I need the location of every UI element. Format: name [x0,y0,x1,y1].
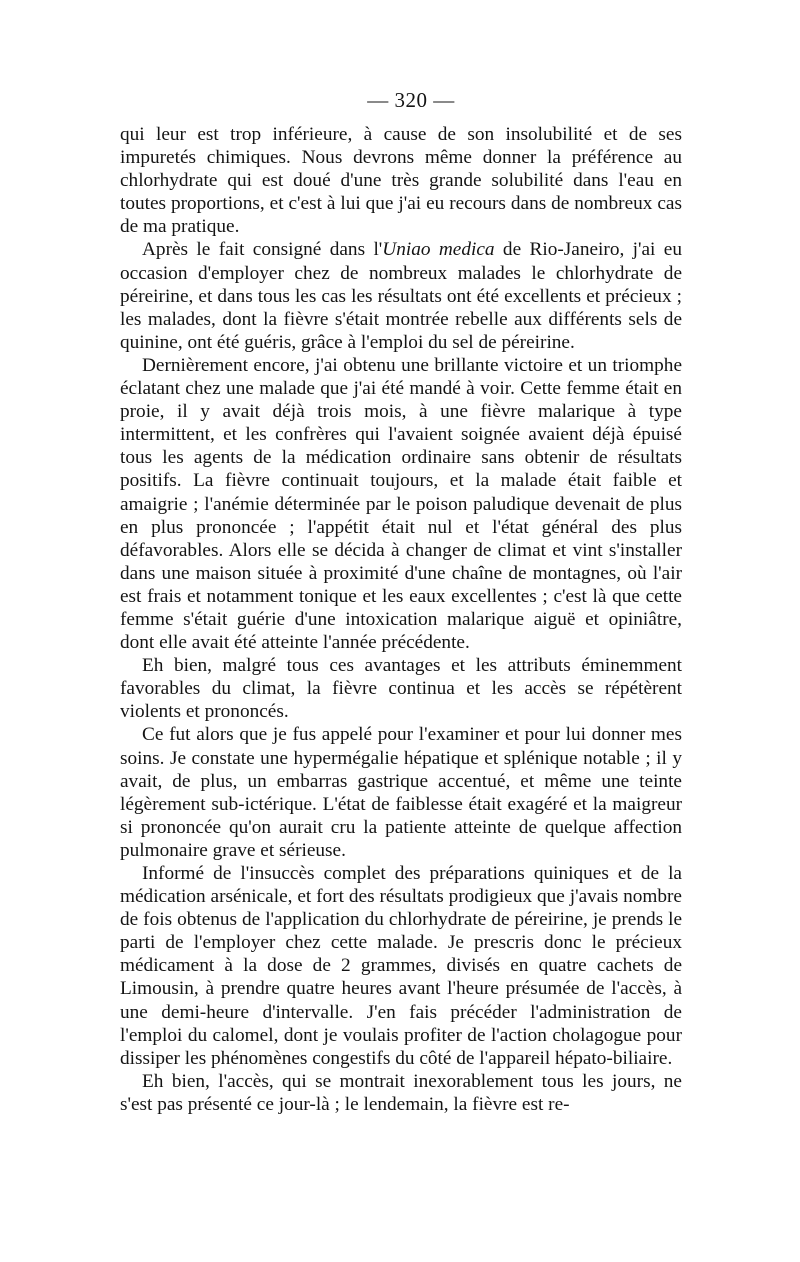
paragraph-4: Eh bien, malgré tous ces avantages et les attributs éminemment favorables du climat, la fièvre continua et les accès se répétèrent violents et prononcés. [120,655,682,723]
paragraph-7: Eh bien, l'accès, qui se montrait inexorablement tous les jours, ne s'est pas présenté ce jour-là ; le lendemain, la fièvre est re- [120,1070,682,1115]
journal-title-italic: Uniao medica [382,239,495,261]
paragraph-3: Dernièrement encore, j'ai obtenu une brillante victoire et un triomphe éclatant chez une malade que j'ai été mandé à voir. Cette femme était en proie, il y avait déjà trois mois, à une fièvre malarique à type intermittent, et les confrères qui l'avaient soignée avaient déjà épuisé tous les agents de la médication ordinaire sans obtenir de résultats positifs. La fièvre continuait toujours, et la malade était faible et amaigrie ; l'anémie déterminée par le poison paludique devenait de plus en plus prononcée ; l'appétit était nul et l'état général des plus défavorables. Alors elle se décida à changer de climat et vint s'installer dans une maison située à proximité d'une chaîne de montagnes, où l'air est frais et notamment tonique et les eaux excellentes ; c'est là que cette femme s'était guérie d'une intoxication malarique aiguë et opiniâtre, dont elle avait été atteinte l'année précédente. [120,354,682,654]
paragraph-2-text-after: de Rio-Janeiro, j'ai eu occasion d'employer chez de nombreux malades le chlorhydrate de péreirine, et dans tous les cas les résultats ont été excellents et précieux ; les malades, dont la fièvre s'était montrée rebelle aux différents sels de quinine, ont été guéris, grâce à l'emploi du sel de péreirine. [120,239,682,353]
paragraph-5: Ce fut alors que je fus appelé pour l'examiner et pour lui donner mes soins. Je constate une hypermégalie hépatique et splénique notable ; il y avait, de plus, un embarras gastrique accentué, et même une teinte légèrement sub-ictérique. L'état de faiblesse était exagéré et la maigreur si prononcée qu'on aurait cru la patiente atteinte de quelque affection pulmonaire grave et sérieuse. [120,724,682,861]
paragraph-1: qui leur est trop inférieure, à cause de son insolubilité et de ses impuretés chimiques. Nous devrons même donner la préférence au chlorhydrate qui est doué d'une très grande solubilité dans l'eau en toutes proportions, et c'est à lui que j'ai eu recours dans de nombreux cas de ma pratique. [120,124,682,238]
book-page [120,88,682,1116]
paragraph-2-text-before: Après le fait consigné dans l' [142,239,383,261]
page-number: — 320 — [367,88,455,112]
paragraph-6: Informé de l'insuccès complet des préparations quiniques et de la médication arsénicale, et fort des résultats prodigieux que j'avais nombre de fois obtenus de l'application du chlorhydrate de péreirine, je prends le parti de l'employer chez cette malade. Je prescris donc le précieux médicament à la dose de 2 grammes, divisés en quatre cachets de Limousin, à prendre quatre heures avant l'heure présumée de l'accès, à une demi-heure d'intervalle. J'en fais précéder l'administration de l'emploi du calomel, dont je voulais profiter de l'action cholagogue pour dissiper les phénomènes congestifs du côté de l'appareil hépato-biliaire. [120,863,682,1069]
paragraph-2 [120,238,682,353]
